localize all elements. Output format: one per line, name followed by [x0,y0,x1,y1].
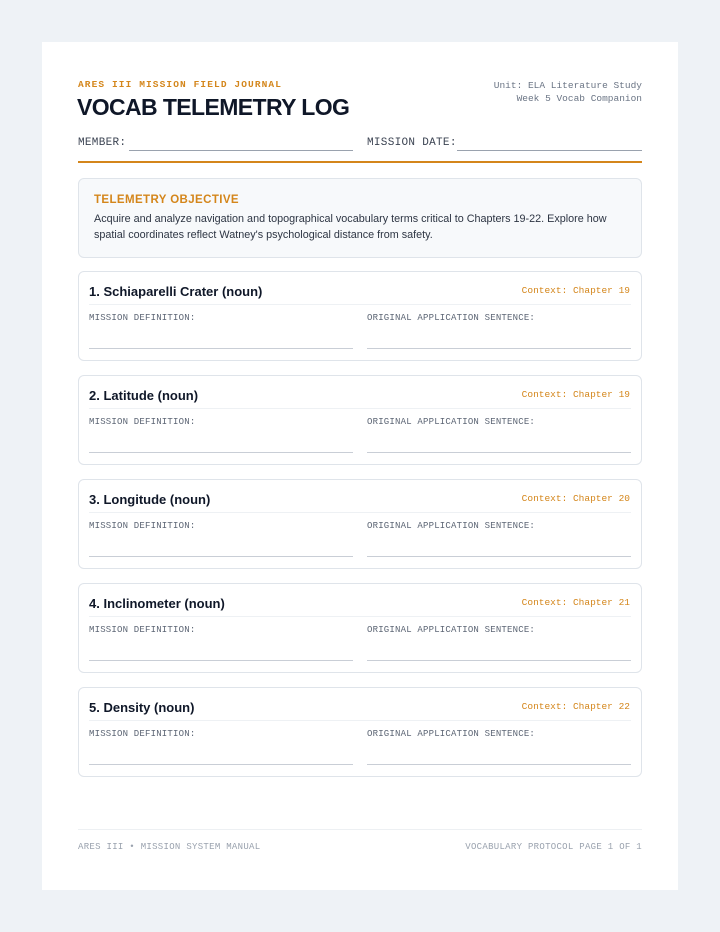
journal-kicker: ARES III MISSION FIELD JOURNAL [78,79,283,90]
definition-field[interactable] [89,452,353,453]
definition-field[interactable] [89,556,353,557]
card-divider [89,720,631,721]
definition-field[interactable] [89,764,353,765]
sentence-field[interactable] [367,660,631,661]
vocab-term: 1. Schiaparelli Crater (noun) [89,284,263,299]
vocab-card [78,271,642,361]
vocab-card [78,375,642,465]
unit-info [494,79,642,105]
member-field[interactable] [129,150,353,151]
card-divider [89,408,631,409]
context-reference: Context: Chapter 22 [521,701,630,712]
context-reference: Context: Chapter 19 [521,389,630,400]
footer-manual: ARES III • MISSION SYSTEM MANUAL [78,842,261,852]
card-divider [89,616,631,617]
context-reference: Context: Chapter 21 [521,597,630,608]
sentence-field[interactable] [367,764,631,765]
page-title: VOCAB TELEMETRY LOG [77,94,350,120]
definition-label: MISSION DEFINITION: [89,521,196,531]
week-line: Week 5 Vocab Companion [516,93,642,104]
sentence-field[interactable] [367,452,631,453]
mission-date-field[interactable] [457,150,642,151]
worksheet-page [42,42,678,890]
vocab-term: 5. Density (noun) [89,700,195,715]
footer-page-number: VOCABULARY PROTOCOL PAGE 1 OF 1 [465,842,642,852]
vocab-card [78,479,642,569]
unit-line: Unit: ELA Literature Study [493,80,642,91]
vocab-term: 2. Latitude (noun) [89,388,199,403]
definition-label: MISSION DEFINITION: [89,417,196,427]
vocab-card [78,583,642,673]
sentence-label: ORIGINAL APPLICATION SENTENCE: [367,521,536,531]
vocab-term: 3. Longitude (noun) [89,492,211,507]
mission-date-label: MISSION DATE: [367,137,457,149]
sentence-label: ORIGINAL APPLICATION SENTENCE: [367,417,536,427]
definition-label: MISSION DEFINITION: [89,313,196,323]
definition-label: MISSION DEFINITION: [89,729,196,739]
card-divider [89,512,631,513]
card-divider [89,304,631,305]
sentence-label: ORIGINAL APPLICATION SENTENCE: [367,625,536,635]
sentence-field[interactable] [367,348,631,349]
header-divider [78,161,642,163]
objective-box [78,178,642,258]
sentence-label: ORIGINAL APPLICATION SENTENCE: [367,729,536,739]
member-label: MEMBER: [78,137,127,149]
footer-divider [78,829,642,830]
definition-field[interactable] [89,348,353,349]
vocab-term: 4. Inclinometer (noun) [89,596,225,611]
context-reference: Context: Chapter 19 [521,285,630,296]
definition-field[interactable] [89,660,353,661]
context-reference: Context: Chapter 20 [521,493,630,504]
objective-title: TELEMETRY OBJECTIVE [94,194,239,206]
definition-label: MISSION DEFINITION: [89,625,196,635]
vocab-card [78,687,642,777]
objective-text: Acquire and analyze navigation and topographical vocabulary terms critical to Chapters 19-22. Explore how spatial coordinates reflect Watney's psychological distance from safety. [94,213,607,241]
sentence-label: ORIGINAL APPLICATION SENTENCE: [367,313,536,323]
sentence-field[interactable] [367,556,631,557]
